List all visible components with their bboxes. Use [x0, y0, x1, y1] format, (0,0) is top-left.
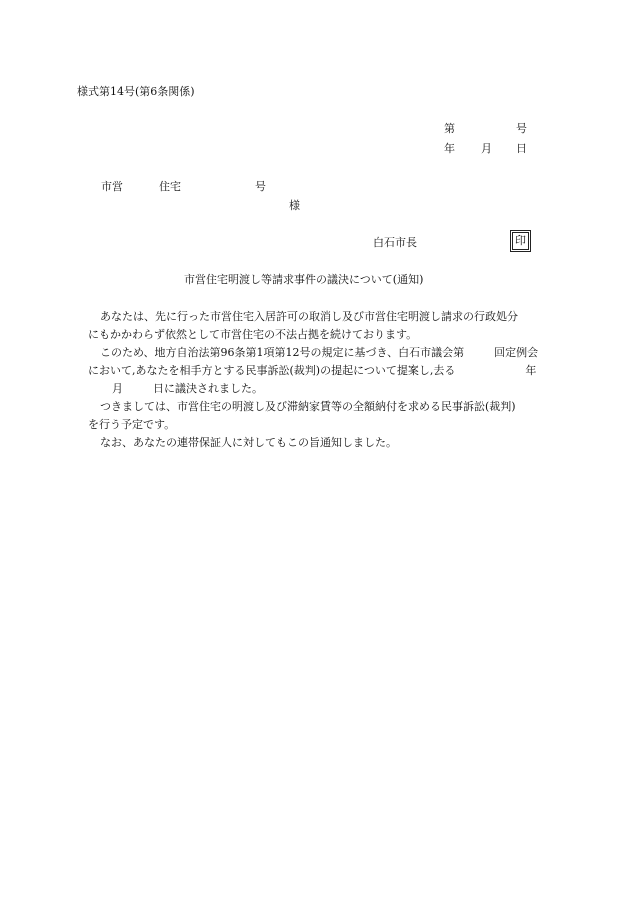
date-month-label: 月 — [481, 142, 492, 155]
seal-stamp-icon: 印 — [512, 232, 529, 250]
body-paragraph-2-line-1 — [88, 344, 558, 362]
addressee-honorific: 様 — [289, 199, 300, 212]
date-day-label: 日 — [516, 142, 527, 155]
body-text-fragment: 日に議決されました。 — [153, 382, 263, 395]
addressee-number-label: 号 — [255, 180, 266, 193]
body-paragraph-1-line-2: にもかかわらず依然として市営住宅の不法占拠を続けております。 — [88, 328, 418, 341]
body-paragraph-3-line-2: を行う予定です。 — [88, 418, 176, 431]
body-text-fragment: 年 — [525, 364, 537, 377]
sender-title: 白石市長 — [373, 236, 417, 249]
body-text-fragment: 回定例会 — [494, 346, 539, 359]
body-paragraph-3-line-1: つきましては、市営住宅の明渡し及び滞納家賃等の全額納付を求める民事訴訟(裁判) — [100, 400, 516, 413]
body-text-fragment: 月 — [112, 382, 123, 395]
body-paragraph-1-line-1: あなたは、先に行った市営住宅入居許可の取消し及び市営住宅明渡し請求の行政処分 — [100, 310, 518, 323]
document-number-prefix: 第 — [444, 122, 455, 135]
body-paragraph-4-line-1: なお、あなたの連帯保証人に対してもこの旨通知しました。 — [100, 436, 397, 449]
notice-body — [88, 308, 558, 452]
addressee-city-label: 市営 — [101, 180, 123, 193]
document-subject: 市営住宅明渡し等請求事件の議決について(通知) — [184, 273, 424, 286]
form-number: 様式第14号(第6条関係) — [77, 85, 195, 98]
body-text-fragment: このため、地方自治法第96条第1項第12号の規定に基づき、白石市議会第 — [100, 346, 465, 359]
document-number-suffix: 号 — [516, 122, 527, 135]
body-paragraph-2-line-3 — [88, 380, 558, 398]
body-text-fragment: において,あなたを相手方とする民事訴訟(裁判)の提起について提案し,去る — [88, 364, 456, 377]
date-year-label: 年 — [444, 142, 455, 155]
addressee-housing-label: 住宅 — [159, 180, 181, 193]
body-paragraph-2-line-2 — [88, 362, 558, 380]
